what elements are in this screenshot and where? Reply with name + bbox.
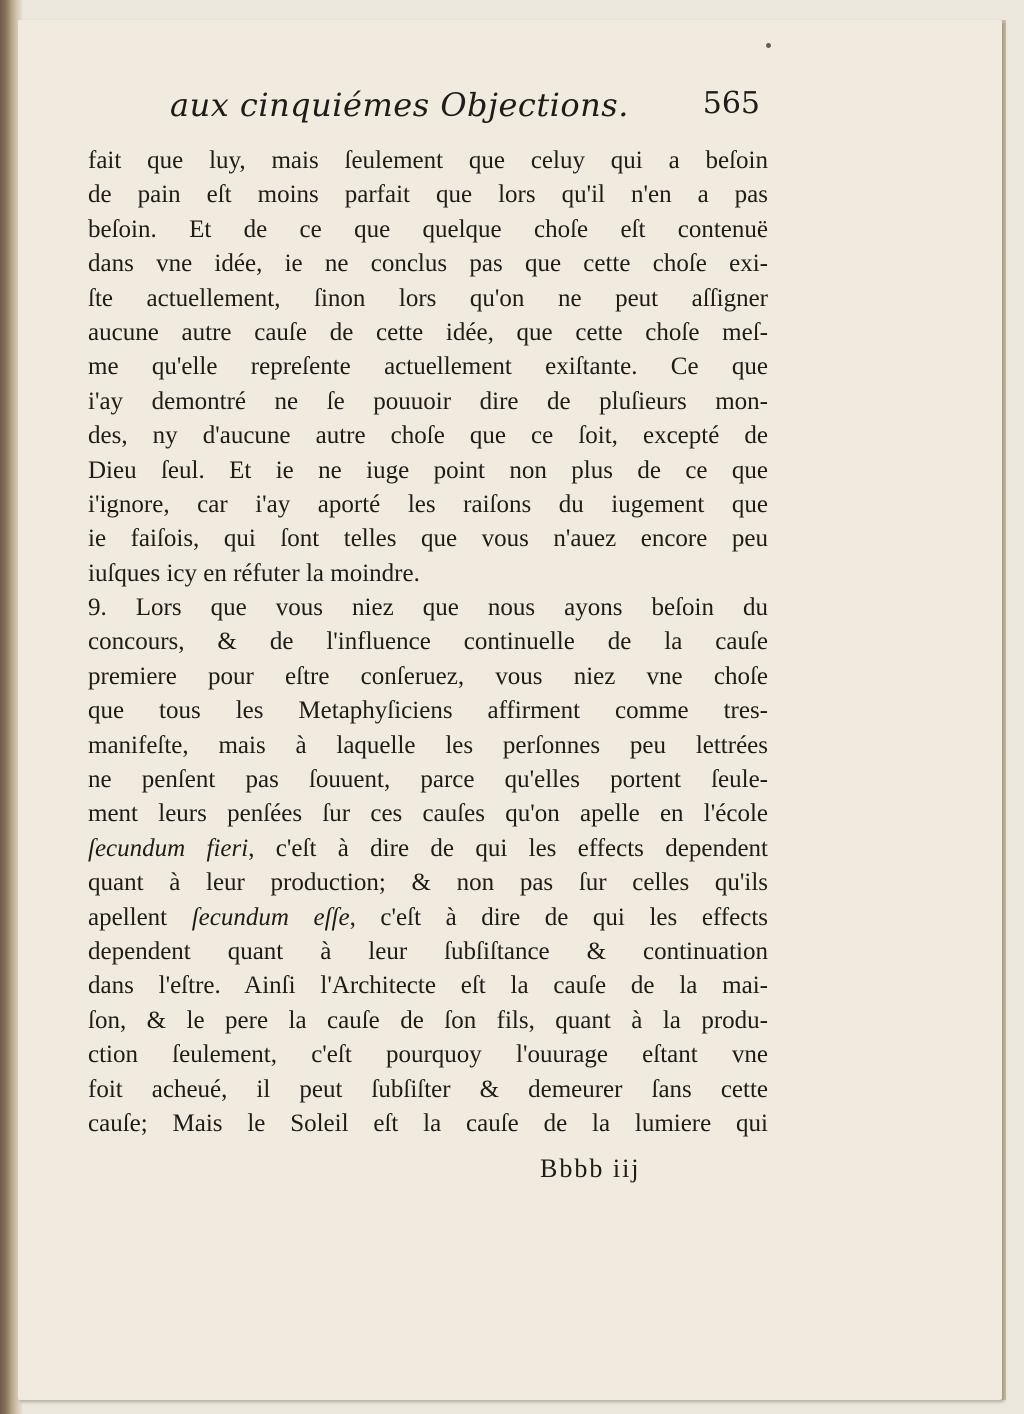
text-line: i'ignore, car i'ay aporté les raiſons du iugement que [88, 490, 768, 518]
text-line: concours, & de l'influence continuelle de la cauſe [88, 628, 768, 656]
running-title: aux cinquiémes Objections. [170, 86, 629, 124]
paragraph-last-line: iuſques icy en réfuter la moindre. [88, 559, 420, 587]
text-line: beſoin. Et de ce que quelque choſe eſt contenuë [88, 215, 768, 243]
text-line: foit acheué, il peut ſubſiſter & demeurer ſans cette [88, 1075, 768, 1103]
text-line: quant à leur production; & non pas ſur celles qu'ils [88, 869, 768, 897]
italic-latin-term: ſecundum eſſe [191, 903, 350, 931]
text-line: aucune autre cauſe de cette idée, que cette choſe meſ- [88, 318, 768, 346]
signature-mark: Bbbb iij [540, 1154, 641, 1183]
text-line: ſte actuellement, ſinon lors qu'on ne peut aſſigner [88, 284, 768, 312]
text-line: dependent quant à leur ſubſiſtance & continuation [88, 937, 768, 965]
section-9-first-line: 9. Lors que vous niez que nous ayons beſoin du [88, 594, 768, 622]
page-number: 565 [702, 86, 760, 121]
text-line: dans vne idée, ie ne conclus pas que cette choſe exi- [88, 250, 768, 278]
text-line: dans l'eſtre. Ainſi l'Architecte eſt la cauſe de la mai- [88, 972, 768, 1000]
text-line: manifeſte, mais à laquelle les perſonnes peu lettrées [88, 731, 768, 759]
running-head [0, 86, 1024, 136]
text-line: ne penſent pas ſouuent, parce qu'elles portent ſeule- [88, 766, 768, 794]
text-line: des, ny d'aucune autre choſe que ce ſoit, excepté de [88, 422, 768, 450]
text-line: i'ay demontré ne ſe pouuoir dire de pluſieurs mon- [88, 387, 768, 415]
paper-speck [766, 43, 771, 48]
text-line: Dieu ſeul. Et ie ne iuge point non plus de ce que [88, 456, 768, 484]
text-line: ie faiſois, qui ſont telles que vous n'auez encore peu [88, 525, 768, 553]
italic-latin-term: ſecundum fieri [88, 834, 249, 862]
text-line: ction ſeulement, c'eſt pourquoy l'ouurage eſtant vne [88, 1041, 768, 1069]
text-line-secundum-fieri: ſecundum fieri, c'eſt à dire de qui les effects dependent [88, 834, 768, 862]
signature-mark-row [0, 1154, 1024, 1194]
body-text [88, 144, 768, 1141]
text-line: de pain eſt moins parfait que lors qu'il n'en a pas [88, 181, 768, 209]
text-line: premiere pour eſtre conſeruez, vous niez vne choſe [88, 662, 768, 690]
text-line: ſon, & le pere la cauſe de ſon fils, quant à la produ- [88, 1006, 768, 1034]
text-line: que tous les Metaphyſiciens affirment comme tres- [88, 697, 768, 725]
text-line: ment leurs penſées ſur ces cauſes qu'on apelle en l'école [88, 800, 768, 828]
text-line: fait que luy, mais ſeulement que celuy qui a beſoin [88, 147, 768, 174]
text-line: me qu'elle repreſente actuellement exiſtante. Ce que [88, 353, 768, 381]
text-line-secundum-esse: apellent ſecundum eſſe, c'eſt à dire de qui les effects [88, 903, 768, 931]
text-line: cauſe; Mais le Soleil eſt la cauſe de la lumiere qui [88, 1109, 768, 1137]
